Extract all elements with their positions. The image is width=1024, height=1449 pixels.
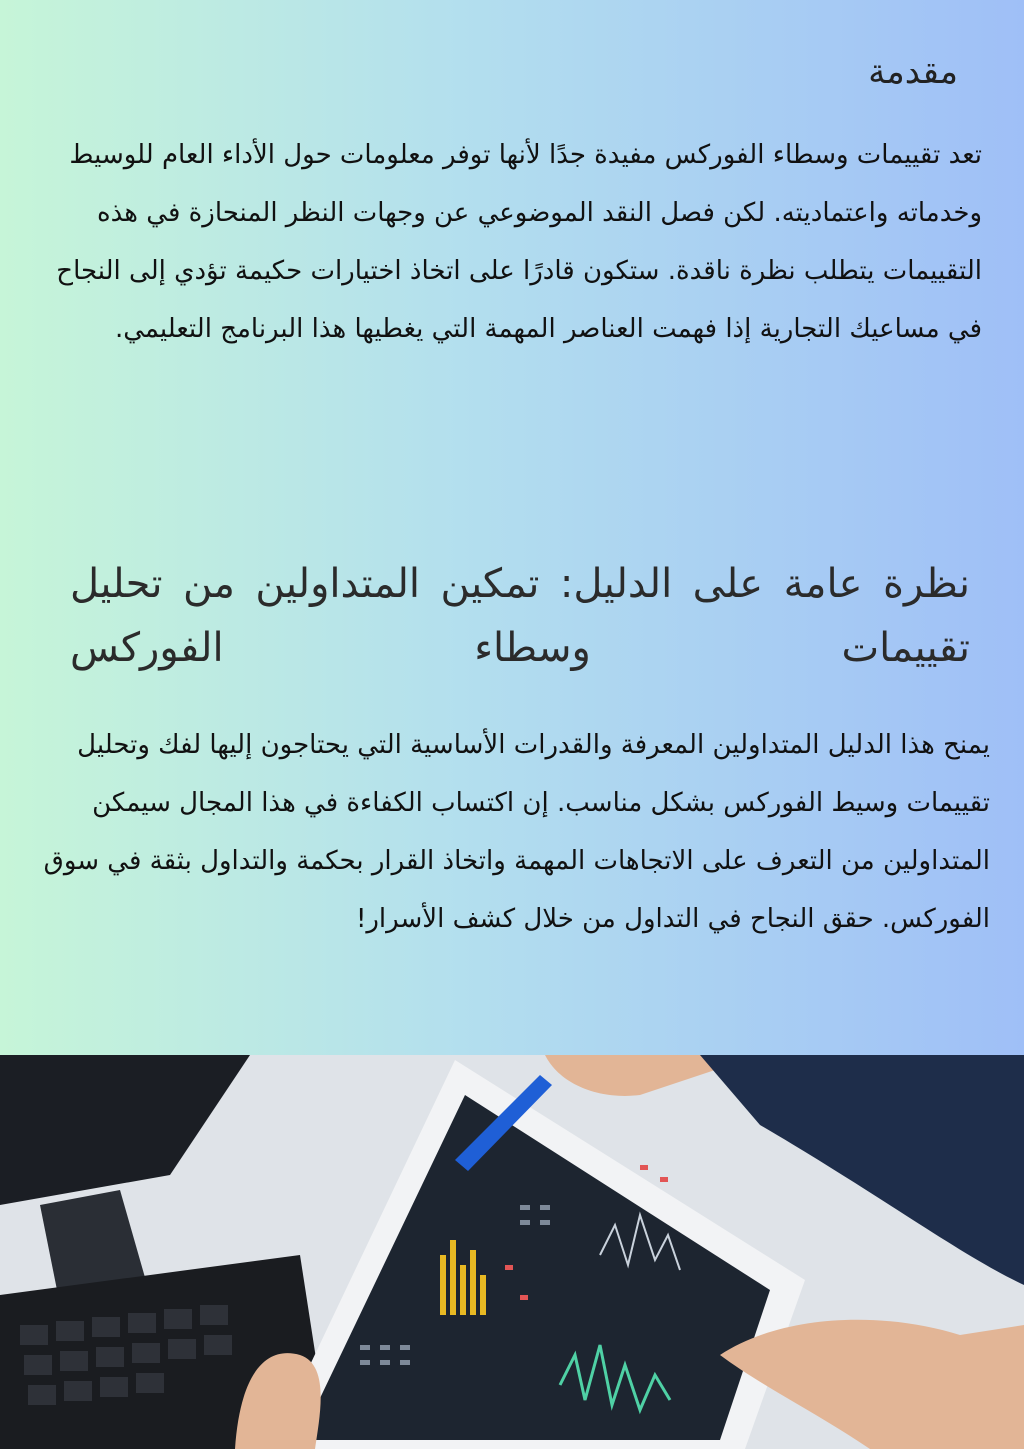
overview-heading: نظرة عامة على الدليل: تمكين المتداولين من تحليل تقييمات وسطاء الفوركس (70, 561, 970, 671)
intro-heading: مقدمة (868, 52, 958, 92)
trading-chart-photo (0, 1055, 1024, 1449)
intro-paragraph: تعد تقييمات وسطاء الفوركس مفيدة جدًا لأنها توفر معلومات حول الأداء العام للوسيط وخدماته واعتماديته. لكن فصل النقد الموضوعي عن وجهات النظر المنحازة في هذه التقييمات يتطلب نظرة ناقدة. ستكون قادرًا على اتخاذ اختيارات حكيمة تؤدي إلى النجاح في مساعيك التجارية إذا فهمت العناصر المهمة التي يغطيها هذا البرنامج التعليمي. (56, 140, 982, 344)
overview-paragraph: يمنح هذا الدليل المتداولين المعرفة والقدرات الأساسية التي يحتاجون إليها لفك وتحليل تقييمات وسيط الفوركس بشكل مناسب. إن اكتساب الكفاءة في هذا المجال سيمكن المتداولين من التعرف على الاتجاهات المهمة واتخاذ القرار بحكمة والتداول بثقة في سوق الفوركس. حقق النجاح في التداول من خلال كشف الأسرار! (43, 730, 990, 934)
trading-chart-illustration (0, 1055, 1024, 1449)
